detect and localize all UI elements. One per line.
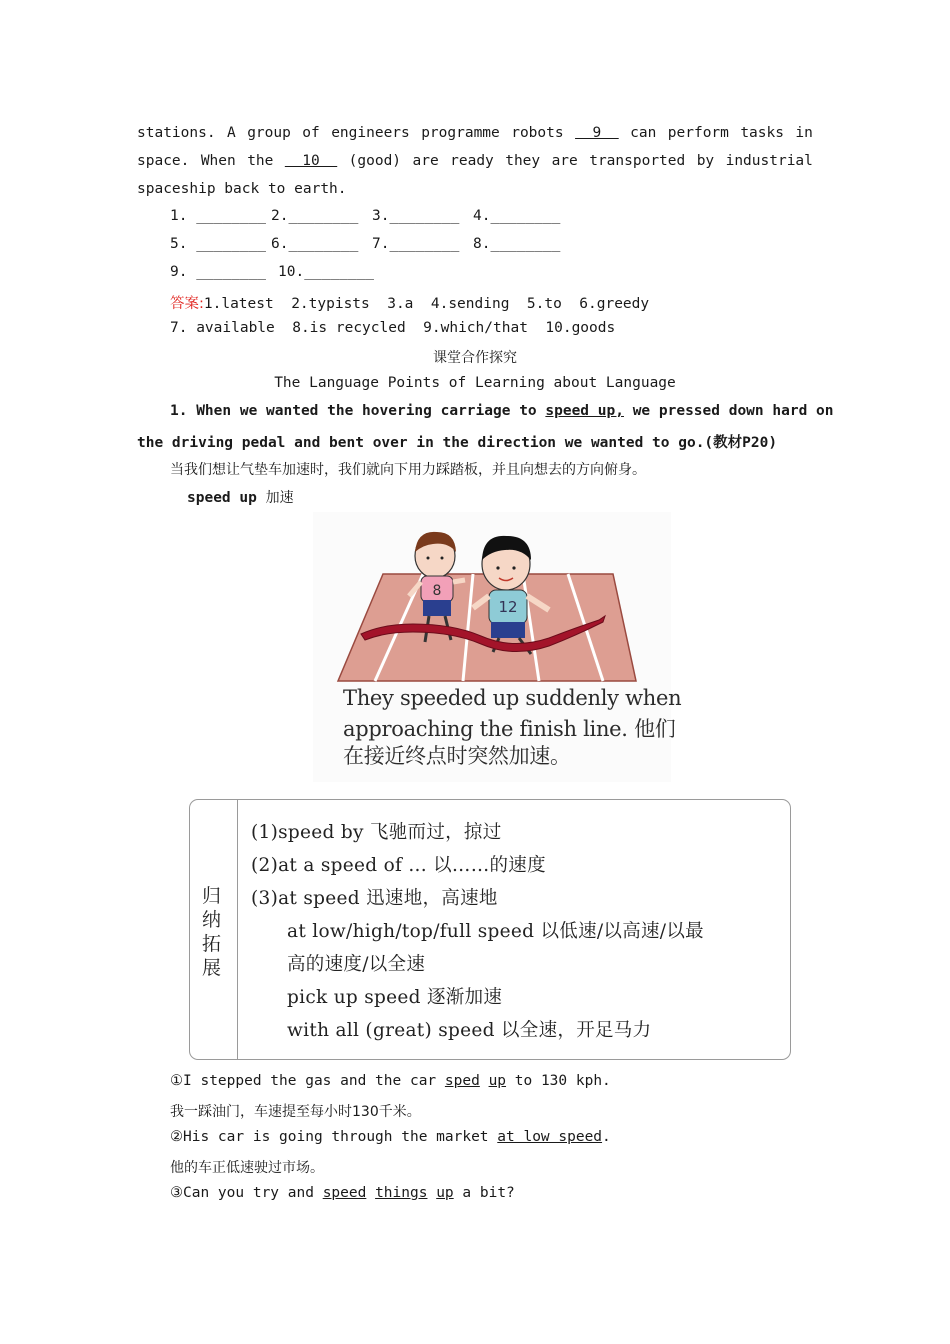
word: are (412, 153, 439, 169)
word: of (302, 125, 320, 141)
word: engineers (331, 125, 410, 141)
runner-right-number: 12 (498, 598, 518, 616)
blank-slot: 3.________ (372, 208, 460, 224)
example-text: ①I stepped the gas and the car (170, 1073, 445, 1089)
caption-line-2: approaching the finish line. 他们 (343, 717, 676, 741)
point-text: we pressed down hard on (623, 403, 834, 419)
word: by (696, 153, 715, 169)
word: are (551, 153, 578, 169)
word: space. (137, 153, 190, 169)
example-key: up (488, 1073, 507, 1089)
word: in (795, 125, 813, 141)
passage-line-3: spaceship back to earth. (137, 181, 347, 197)
point-1-line-1 (170, 403, 833, 419)
word: the (247, 153, 274, 169)
blank-10: 10 (284, 153, 338, 169)
phrase-cn: 加速 (265, 490, 294, 506)
summary-side-column (190, 800, 238, 1059)
answer-text: 1.latest 2.typists 3.a 4.sending 5.to 6.greedy (203, 296, 650, 312)
word: transported (589, 153, 686, 169)
word: ready (450, 153, 494, 169)
example-1 (170, 1073, 611, 1089)
summary-side-label: 归纳拓展 (202, 885, 222, 979)
blank-slot: 4.________ (473, 208, 561, 224)
summary-item: (3)at speed 迅速地，高速地 (251, 888, 498, 909)
word: tasks (740, 125, 784, 141)
example-text: to 130 kph. (506, 1073, 611, 1089)
summary-box (189, 799, 791, 1060)
blank-slot: 8.________ (473, 236, 561, 252)
word: programme (421, 125, 500, 141)
blank-slot: 9. ________ (170, 264, 267, 280)
point-1-translation: 当我们想让气垫车加速时，我们就向下用力踩踏板，并且向想去的方向俯身。 (170, 462, 646, 478)
summary-item: pick up speed 逐渐加速 (287, 987, 503, 1008)
word: A (227, 125, 236, 141)
summary-item: at low/high/top/full speed 以低速/以高速/以最 (287, 921, 704, 942)
blanks-row-2 (170, 236, 574, 252)
point-text: 1. When we wanted the hovering carriage to (170, 403, 546, 419)
space (427, 1185, 436, 1201)
blank-slot: 5. ________ (170, 236, 267, 252)
example-1-translation: 我一踩油门，车速提至每小时130千米。 (170, 1104, 421, 1120)
blanks-row-3 (170, 264, 379, 280)
example-2-translation: 他的车正低速驶过市场。 (170, 1160, 324, 1176)
word: can (630, 125, 657, 141)
passage-line-1 (137, 125, 813, 141)
space (366, 1185, 375, 1201)
runner-left-number: 8 (432, 583, 442, 599)
example-key: sped (444, 1073, 480, 1089)
blank-slot: 10.________ (278, 264, 375, 280)
blank-9: 9 (575, 125, 619, 141)
caption-line-1: They speeded up suddenly when (343, 686, 682, 710)
example-key: up (436, 1185, 454, 1201)
word: stations. (137, 125, 216, 141)
word: (good) (348, 153, 402, 169)
word: group (247, 125, 291, 141)
example-key: things (375, 1185, 428, 1201)
summary-item: (2)at a speed of ... 以……的速度 (251, 855, 546, 876)
phrase-heading (187, 487, 294, 507)
passage-line-2 (137, 153, 813, 169)
word: they (505, 153, 541, 169)
answer-label: 答案: (170, 296, 204, 312)
example-key: at low speed (497, 1129, 603, 1145)
example-3 (170, 1185, 515, 1201)
example-2 (170, 1129, 611, 1145)
example-text: ③Can you try and (170, 1185, 323, 1201)
summary-item: (1)speed by 飞驰而过，掠过 (251, 822, 502, 843)
blank-slot: 7.________ (372, 236, 460, 252)
key-phrase: speed up, (545, 403, 624, 419)
section-subtitle: The Language Points of Learning about Language (274, 375, 676, 391)
point-1-line-2: the driving pedal and bent over in the direction we wanted to go.(教材P20) (137, 435, 778, 451)
example-text: . (602, 1129, 611, 1145)
caption-line-3: 在接近终点时突然加速。 (343, 744, 571, 768)
blank-slot: 2.________ (271, 208, 359, 224)
word: industrial (725, 153, 813, 169)
answers-row-2: 7. available 8.is recycled 9.which/that 10.goods (170, 320, 616, 336)
blank-slot: 6.________ (271, 236, 359, 252)
blanks-row-1 (170, 208, 574, 224)
example-text: a bit? (453, 1185, 515, 1201)
example-text: ②His car is going through the market (170, 1129, 498, 1145)
phrase-en: speed up (187, 490, 257, 506)
example-key: speed (322, 1185, 367, 1201)
illustration-runners (313, 512, 682, 782)
blank-slot: 1. ________ (170, 208, 267, 224)
summary-item: 高的速度/以全速 (287, 954, 426, 975)
answers-row-1 (170, 292, 649, 313)
summary-item: with all (great) speed 以全速，开足马力 (287, 1020, 652, 1041)
word: robots (511, 125, 564, 141)
space (480, 1073, 489, 1089)
word: perform (667, 125, 729, 141)
section-title: 课堂合作探究 (433, 350, 517, 366)
word: When (200, 153, 236, 169)
